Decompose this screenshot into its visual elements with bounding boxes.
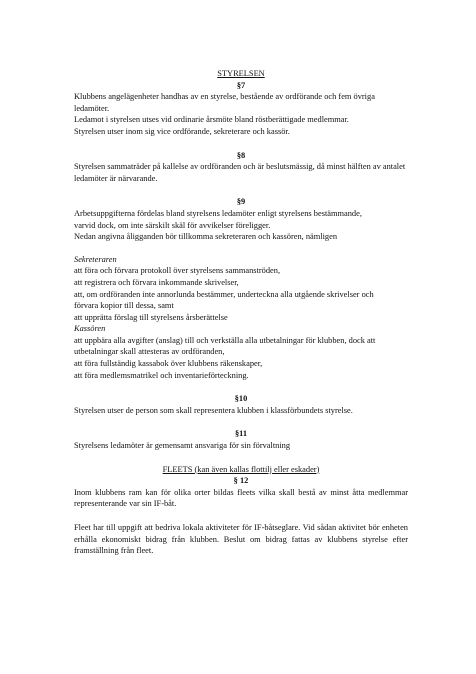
sekreteraren-item: att föra och förvara protokoll över styrelsens sammanströden, bbox=[74, 266, 281, 276]
kassoren-item: utbetalningar skall attesteras av ordföranden, bbox=[74, 347, 225, 357]
paragraph-7-line-3: Styrelsen utser inom sig vice ordförande, sekreterare och kassör. bbox=[74, 126, 290, 136]
kassoren-label: Kassören bbox=[74, 324, 106, 334]
paragraph-7-line-2: Ledamot i styrelsen utses vid ordinarie årsmöte bland röstberättigade medlemmar. bbox=[74, 115, 349, 125]
kassoren-item: att föra medlemsmatrikel och inventarieförteckning. bbox=[74, 370, 249, 380]
sekreteraren-label: Sekreteraren bbox=[74, 254, 117, 264]
sekreteraren-item: att, om ordföranden inte annorlunda bestämmer, underteckna alla utgående skrivelser och bbox=[74, 289, 374, 299]
sekreteraren-item: att registrera och förvara inkommande skrivelser, bbox=[74, 277, 239, 287]
paragraph-11-text: Styrelsens ledamöter är gemensamt ansvariga för sin förvaltning bbox=[74, 441, 291, 451]
paragraph-9-line-1: Arbetsuppgifterna fördelas bland styrelsens ledamöter enligt styrelsens bestämmande, bbox=[74, 208, 362, 218]
section-heading-styrelsen: STYRELSEN bbox=[217, 69, 265, 78]
paragraph-number-9: §9 bbox=[236, 197, 246, 207]
paragraph-9-line-3: Nedan angivna åligganden bör tillkomma sekreteraren och kassören, nämligen bbox=[74, 232, 338, 242]
paragraph-10-text: Styrelsen utser de person som skall representera klubben i klassförbundets styrelse. bbox=[74, 405, 353, 415]
section-heading-fleets: FLEETS (kan även kallas flottilj eller eskader) bbox=[162, 464, 320, 474]
paragraph-7-line-1: Klubbens angelägenheter handhas av en styrelse, bestående av ordförande och fem övriga ledamöter. bbox=[74, 92, 375, 113]
sekreteraren-item: förvara kopior till dessa, samt bbox=[74, 301, 174, 311]
paragraph-12-text-1: Inom klubbens ram kan för olika orter bildas fleets vilka skall bestå av minst åtta medlemmar representerande var sin IF-båt. bbox=[74, 487, 408, 509]
paragraph-number-8: §8 bbox=[236, 150, 246, 160]
paragraph-9-line-2: varvid dock, om inte särskilt skäl för avvikelser föreligger. bbox=[74, 220, 271, 230]
sekreteraren-item: att upprätta förslag till styrelsens årsberättelse bbox=[74, 312, 228, 322]
paragraph-number-10: §10 bbox=[234, 394, 248, 404]
paragraph-8-text: Styrelsen sammaträder på kallelse av ordföranden och är beslutsmässig, då minst hälften av antalet ledamöter är närvarande. bbox=[74, 162, 406, 183]
kassoren-item: att uppbära alla avgifter (anslag) till och verkställa alla utbetalningar för klubben, dock att bbox=[74, 335, 376, 345]
paragraph-number-7: §7 bbox=[236, 80, 246, 90]
paragraph-12-text-2: Fleet har till uppgift att bedriva lokala aktiviteter för IF-båtseglare. Vid sådan aktivitet bör enheten erhålla ekonomiskt bidrag från klubben. Beslut om bidrag fattas av klubbens styrelse efter framställning från fleet. bbox=[74, 523, 408, 556]
paragraph-number-12: § 12 bbox=[233, 476, 249, 486]
paragraph-number-11: §11 bbox=[234, 429, 248, 439]
kassoren-item: att föra fullständig kassabok över klubbens räkenskaper, bbox=[74, 359, 263, 369]
